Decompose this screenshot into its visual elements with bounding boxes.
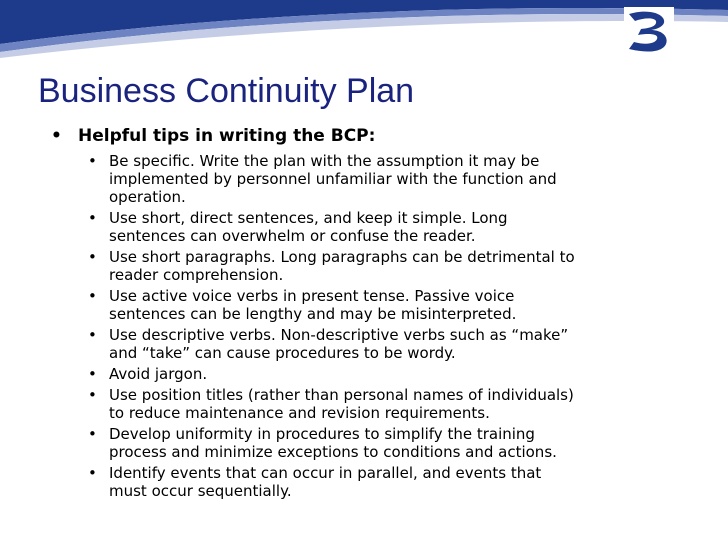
tip-line: Be specific. Write the plan with the assumption it may be xyxy=(109,152,540,170)
tips-list xyxy=(48,152,718,500)
tip-item xyxy=(48,209,718,245)
tip-line: Use short, direct sentences, and keep it simple. Long xyxy=(109,209,508,227)
bullet-icon: • xyxy=(88,326,97,344)
tip-item xyxy=(48,386,718,422)
tip-line: and “take” can cause procedures to be wordy. xyxy=(109,344,456,362)
header-banner xyxy=(0,0,728,64)
tip-line: to reduce maintenance and revision requirements. xyxy=(109,404,490,422)
tip-line: Use position titles (rather than personal names of individuals) xyxy=(109,386,574,404)
tip-line: sentences can overwhelm or confuse the reader. xyxy=(109,227,476,245)
bullet-icon: • xyxy=(88,287,97,305)
tip-item xyxy=(48,326,718,362)
bullet-icon: • xyxy=(88,248,97,266)
tip-line: Develop uniformity in procedures to simplify the training xyxy=(109,425,535,443)
main-bullet-text: Helpful tips in writing the BCP: xyxy=(78,126,376,146)
tip-line: must occur sequentially. xyxy=(109,482,292,500)
bullet-icon: • xyxy=(88,152,97,170)
tip-line: process and minimize exceptions to conditions and actions. xyxy=(109,443,557,461)
slide-title: Business Continuity Plan xyxy=(38,72,415,110)
slide-content xyxy=(48,123,718,503)
main-bullet-item xyxy=(48,123,718,149)
bullet-icon: • xyxy=(51,126,62,146)
bullet-icon: • xyxy=(88,425,97,443)
tip-line: sentences can be lengthy and may be misinterpreted. xyxy=(109,305,517,323)
bullet-icon: • xyxy=(88,464,97,482)
tip-item xyxy=(48,365,718,383)
tip-line: reader comprehension. xyxy=(109,266,284,284)
company-logo-b-icon xyxy=(624,7,674,57)
tip-line: Identify events that can occur in parallel, and events that xyxy=(109,464,542,482)
tip-line: Use active voice verbs in present tense. Passive voice xyxy=(109,287,515,305)
bullet-icon: • xyxy=(88,365,97,383)
tip-item xyxy=(48,248,718,284)
tip-item xyxy=(48,287,718,323)
tip-line: implemented by personnel unfamiliar with the function and xyxy=(109,170,557,188)
tip-line: Use descriptive verbs. Non-descriptive verbs such as “make” xyxy=(109,326,569,344)
tip-item xyxy=(48,152,718,206)
tip-line: operation. xyxy=(109,188,186,206)
tip-line: Avoid jargon. xyxy=(109,365,208,383)
bullet-icon: • xyxy=(88,386,97,404)
tip-item xyxy=(48,425,718,461)
tip-item xyxy=(48,464,718,500)
bullet-icon: • xyxy=(88,209,97,227)
tip-line: Use short paragraphs. Long paragraphs can be detrimental to xyxy=(109,248,575,266)
